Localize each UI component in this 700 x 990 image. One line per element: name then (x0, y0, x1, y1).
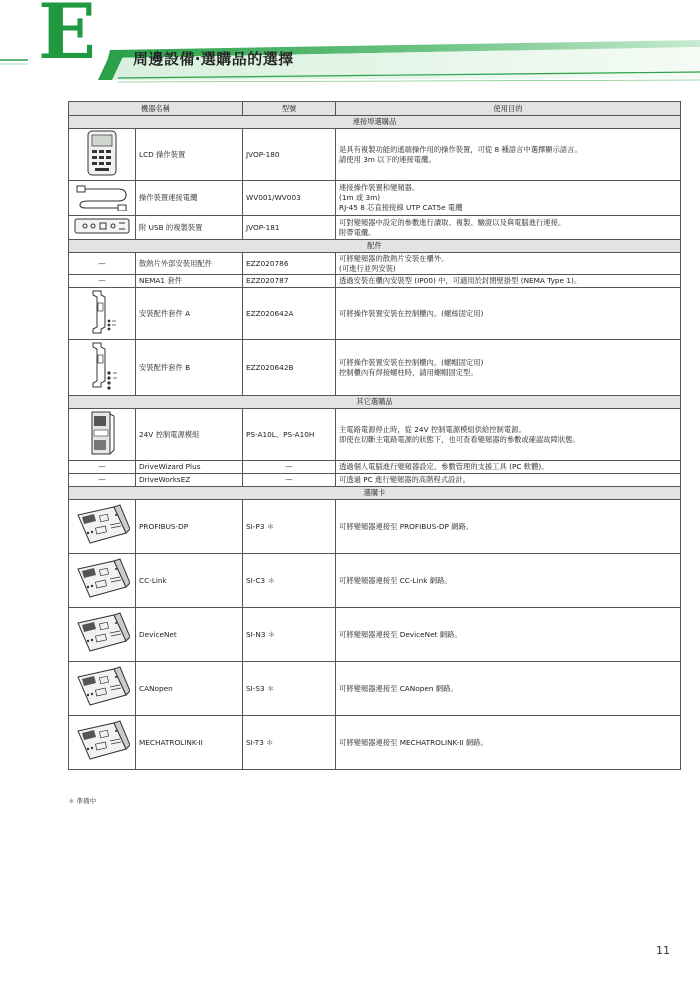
table-row (69, 474, 681, 487)
device-name: DriveWizard Plus (136, 461, 243, 474)
table-row (69, 608, 681, 662)
purpose-line: 透過個人電腦進行變頻器設定、參數管理的支援工具 (PC 軟體)。 (339, 462, 549, 472)
empty-image-dash: — (69, 474, 136, 487)
table-row (69, 662, 681, 716)
model-number: EZZ020642A (243, 288, 336, 340)
device-name: 操作裝置連接電纜 (136, 181, 243, 216)
purpose-cell (336, 340, 681, 396)
device-name: 附 USB 的複製裝置 (136, 216, 243, 240)
device-name: LCD 操作裝置 (136, 129, 243, 181)
purpose-cell (336, 253, 681, 275)
purpose-cell (336, 662, 681, 716)
purpose-line: 可將變頻器連接至 CC-Link 網路。 (339, 575, 452, 585)
section-row (69, 116, 681, 129)
purpose-line: 可透過 PC 進行變頻器的高階程式設計。 (339, 475, 470, 485)
model-number: SI-P3 ＊ (243, 500, 336, 554)
model-number: EZZ020787 (243, 275, 336, 288)
header-purpose: 使用目的 (336, 102, 681, 116)
section-row (69, 240, 681, 253)
device-name: 安裝配件套件 B (136, 340, 243, 396)
purpose-line: 可將變頻器的散熱片安裝在櫃外。 (339, 253, 449, 263)
table-row (69, 129, 681, 181)
table-row (69, 500, 681, 554)
section-title: 其它選購品 (69, 396, 681, 409)
section-row (69, 487, 681, 500)
model-number: PS-A10L、PS-A10H (243, 409, 336, 461)
model-number: JVOP-181 (243, 216, 336, 240)
table-row (69, 716, 681, 770)
table-header-row (69, 102, 681, 116)
device-name: 安裝配件套件 A (136, 288, 243, 340)
purpose-line: 透過安裝在櫃內安裝型 (IP00) 中，可適用於封閉壁掛型 (NEMA Type 1)。 (339, 276, 582, 286)
cable-icon (69, 181, 136, 216)
empty-image-dash: — (69, 253, 136, 275)
purpose-line: (可進行並列安裝) (339, 263, 396, 273)
mounting-bracket-a-icon (69, 288, 136, 340)
purpose-cell (336, 288, 681, 340)
option-card-icon (69, 662, 136, 716)
purpose-line: 可將變頻器連接至 DeviceNet 網路。 (339, 629, 462, 639)
purpose-line: (1m 或 3m) (339, 193, 381, 203)
purpose-line: 是具有複製功能的遙端操作用的操作裝置，可從 8 種語言中選擇顯示語言。 (339, 144, 582, 154)
option-card-icon (69, 608, 136, 662)
section-title: 配件 (69, 240, 681, 253)
purpose-cell (336, 716, 681, 770)
purpose-cell (336, 275, 681, 288)
section-letter: E (38, 0, 96, 76)
table-row (69, 216, 681, 240)
purpose-cell (336, 216, 681, 240)
purpose-cell (336, 554, 681, 608)
table-row (69, 461, 681, 474)
purpose-line: 即使在切斷主電路電源的狀態下，也可查看變頻器的參數或確認故障狀態。 (339, 434, 580, 444)
page-title: 周邊設備‧選購品的選擇 (133, 50, 294, 68)
empty-image-dash: — (69, 461, 136, 474)
device-name: NEMA1 套件 (136, 275, 243, 288)
table-row (69, 340, 681, 396)
model-number: EZZ020786 (243, 253, 336, 275)
power-module-icon (69, 409, 136, 461)
table-row (69, 409, 681, 461)
device-name: 24V 控制電源模組 (136, 409, 243, 461)
option-card-icon (69, 500, 136, 554)
purpose-line: 連接操作裝置和變頻器。 (339, 183, 420, 193)
model-number: SI-S3 ＊ (243, 662, 336, 716)
purpose-line: 可將變頻器連接至 MECHATROLINK-II 網路。 (339, 737, 488, 747)
purpose-cell (336, 461, 681, 474)
table-row (69, 275, 681, 288)
footnote: ＊ 準備中 (68, 797, 97, 805)
options-table (68, 101, 681, 770)
model-number: SI-C3 ＊ (243, 554, 336, 608)
section-title: 連接埠選購品 (69, 116, 681, 129)
purpose-cell (336, 474, 681, 487)
header-banner (0, 0, 700, 90)
lcd-operator-icon (69, 129, 136, 181)
purpose-line: 請使用 3m 以下的連接電纜。 (339, 154, 436, 164)
device-name: 散熱片外部安裝用配件 (136, 253, 243, 275)
purpose-line: 控制櫃內有焊接螺柱時，請用螺帽固定型。 (339, 367, 478, 377)
model-number: JVOP-180 (243, 129, 336, 181)
model-number: SI-T3 ＊ (243, 716, 336, 770)
purpose-cell (336, 500, 681, 554)
section-row (69, 396, 681, 409)
purpose-cell (336, 608, 681, 662)
device-name: PROFIBUS-DP (136, 500, 243, 554)
purpose-line: 主電路電源停止時，從 24V 控制電源模組供給控制電源。 (339, 424, 526, 434)
header-device-name: 機器名稱 (69, 102, 243, 116)
device-name: CANopen (136, 662, 243, 716)
option-card-icon (69, 554, 136, 608)
model-number: SI-N3 ＊ (243, 608, 336, 662)
device-name: MECHATROLINK-II (136, 716, 243, 770)
section-title: 選購卡 (69, 487, 681, 500)
header-model: 型號 (243, 102, 336, 116)
purpose-cell (336, 129, 681, 181)
table-row (69, 253, 681, 275)
empty-image-dash: — (69, 275, 136, 288)
purpose-line: 附帶電纜。 (339, 227, 376, 237)
table-row (69, 554, 681, 608)
purpose-line: RJ-45 8 芯直接接線 UTP CAT5e 電纜 (339, 202, 463, 212)
page-number: 11 (656, 944, 670, 957)
model-number: — (243, 474, 336, 487)
mounting-bracket-b-icon (69, 340, 136, 396)
device-name: CC-Link (136, 554, 243, 608)
purpose-line: 可將變頻器連接至 CANopen 網路。 (339, 683, 458, 693)
model-number: — (243, 461, 336, 474)
model-number: WV001/WV003 (243, 181, 336, 216)
usb-copy-icon (69, 216, 136, 240)
purpose-line: 可將操作裝置安裝在控制櫃內。(螺帽固定用) (339, 357, 484, 367)
purpose-cell (336, 409, 681, 461)
device-name: DeviceNet (136, 608, 243, 662)
purpose-cell (336, 181, 681, 216)
device-name: DriveWorksEZ (136, 474, 243, 487)
purpose-line: 可將變頻器連接至 PROFIBUS-DP 網路。 (339, 521, 474, 531)
model-number: EZZ020642B (243, 340, 336, 396)
table-row (69, 181, 681, 216)
option-card-icon (69, 716, 136, 770)
purpose-line: 可將操作裝置安裝在控制櫃內。(螺絲固定用) (339, 308, 484, 318)
purpose-line: 可對變頻器中設定的參數進行讀取、複製、驗證以及與電腦進行連接。 (339, 217, 566, 227)
table-row (69, 288, 681, 340)
